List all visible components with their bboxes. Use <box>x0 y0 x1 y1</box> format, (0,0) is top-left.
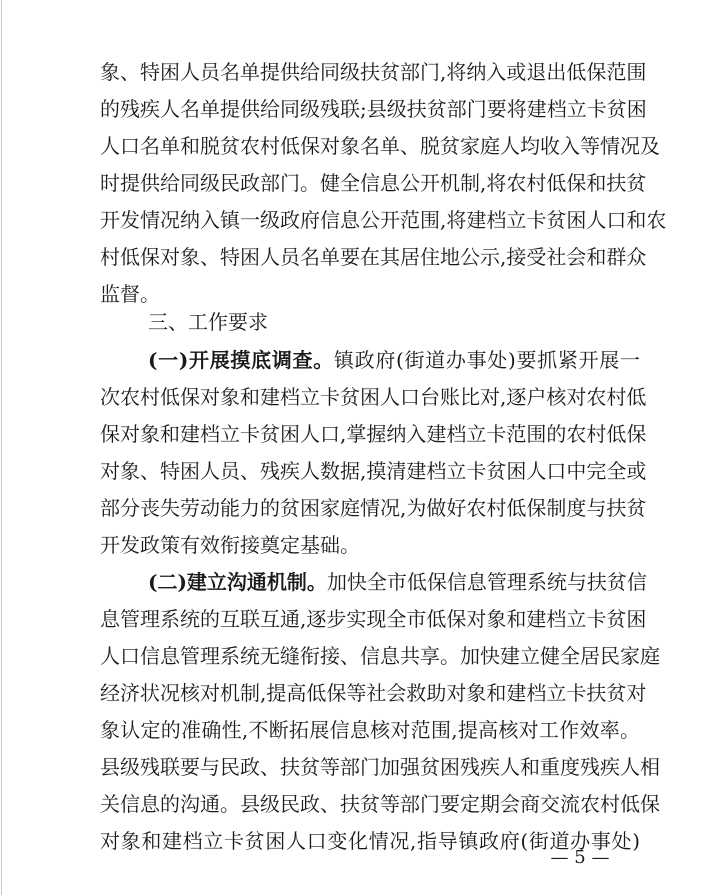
item-2-title: (二)建立沟通机制。 <box>148 570 327 594</box>
paragraph-1-line-3: 人口名单和脱贫农村低保对象名单、脱贫家庭人均收入等情况及 <box>100 134 660 158</box>
paragraph-1-line-7: 监督。 <box>100 282 160 306</box>
item-1-line-1: 镇政府(街道办事处)要抓紧开展一 <box>333 348 640 372</box>
paragraph-1-line-2: 的残疾人名单提供给同级残联;县级扶贫部门要将建档立卡贫困 <box>100 97 647 121</box>
item-2-line-8: 对象和建档立卡贫困人口变化情况,指导镇政府(街道办事处) <box>100 829 640 853</box>
item-2-line-4: 经济状况核对机制,提高低保等社会救助对象和建档立卡扶贫对 <box>100 681 647 705</box>
item-2-line-3: 人口信息管理系统无缝衔接、信息共享。加快建立健全居民家庭 <box>100 644 660 668</box>
section-heading: 三、工作要求 <box>148 310 268 334</box>
item-1-first-line <box>148 343 640 377</box>
item-2-first-line <box>148 565 647 599</box>
item-2-line-7: 关信息的沟通。县级民政、扶贫等部门要定期会商交流农村低保 <box>100 792 660 816</box>
item-2-line-1: 加快全市低保信息管理系统与扶贫信 <box>326 570 647 594</box>
page-number: — 5 — <box>550 847 610 868</box>
paragraph-1-line-6: 村低保对象、特困人员名单要在其居住地公示,接受社会和群众 <box>100 245 647 269</box>
item-2-line-2: 息管理系统的互联互通,逐步实现全市低保对象和建档立卡贫困 <box>100 607 647 631</box>
item-1-title: (一)开展摸底调查。 <box>148 348 334 372</box>
item-1-line-5: 部分丧失劳动能力的贫困家庭情况,为做好农村低保制度与扶贫 <box>100 496 647 520</box>
paragraph-1-line-4: 时提供给同级民政部门。健全信息公开机制,将农村低保和扶贫 <box>100 171 647 195</box>
item-1-line-2: 次农村低保对象和建档立卡贫困人口台账比对,逐户核对农村低 <box>100 385 647 409</box>
item-2-line-5: 象认定的准确性,不断拓展信息核对范围,提高核对工作效率。 <box>100 718 640 742</box>
item-2-line-6: 县级残联要与民政、扶贫等部门加强贫困残疾人和重度残疾人相 <box>100 755 660 779</box>
item-1-line-3: 保对象和建档立卡贫困人口,掌握纳入建档立卡范围的农村低保 <box>100 422 647 446</box>
paragraph-1-line-1: 象、特困人员名单提供给同级扶贫部门,将纳入或退出低保范围 <box>100 60 647 84</box>
paragraph-1-line-5: 开发情况纳入镇一级政府信息公开范围,将建档立卡贫困人口和农 <box>100 208 667 232</box>
item-1-line-6: 开发政策有效衔接奠定基础。 <box>100 533 360 557</box>
item-1-line-4: 对象、特困人员、残疾人数据,摸清建档立卡贫困人口中完全或 <box>100 459 647 483</box>
